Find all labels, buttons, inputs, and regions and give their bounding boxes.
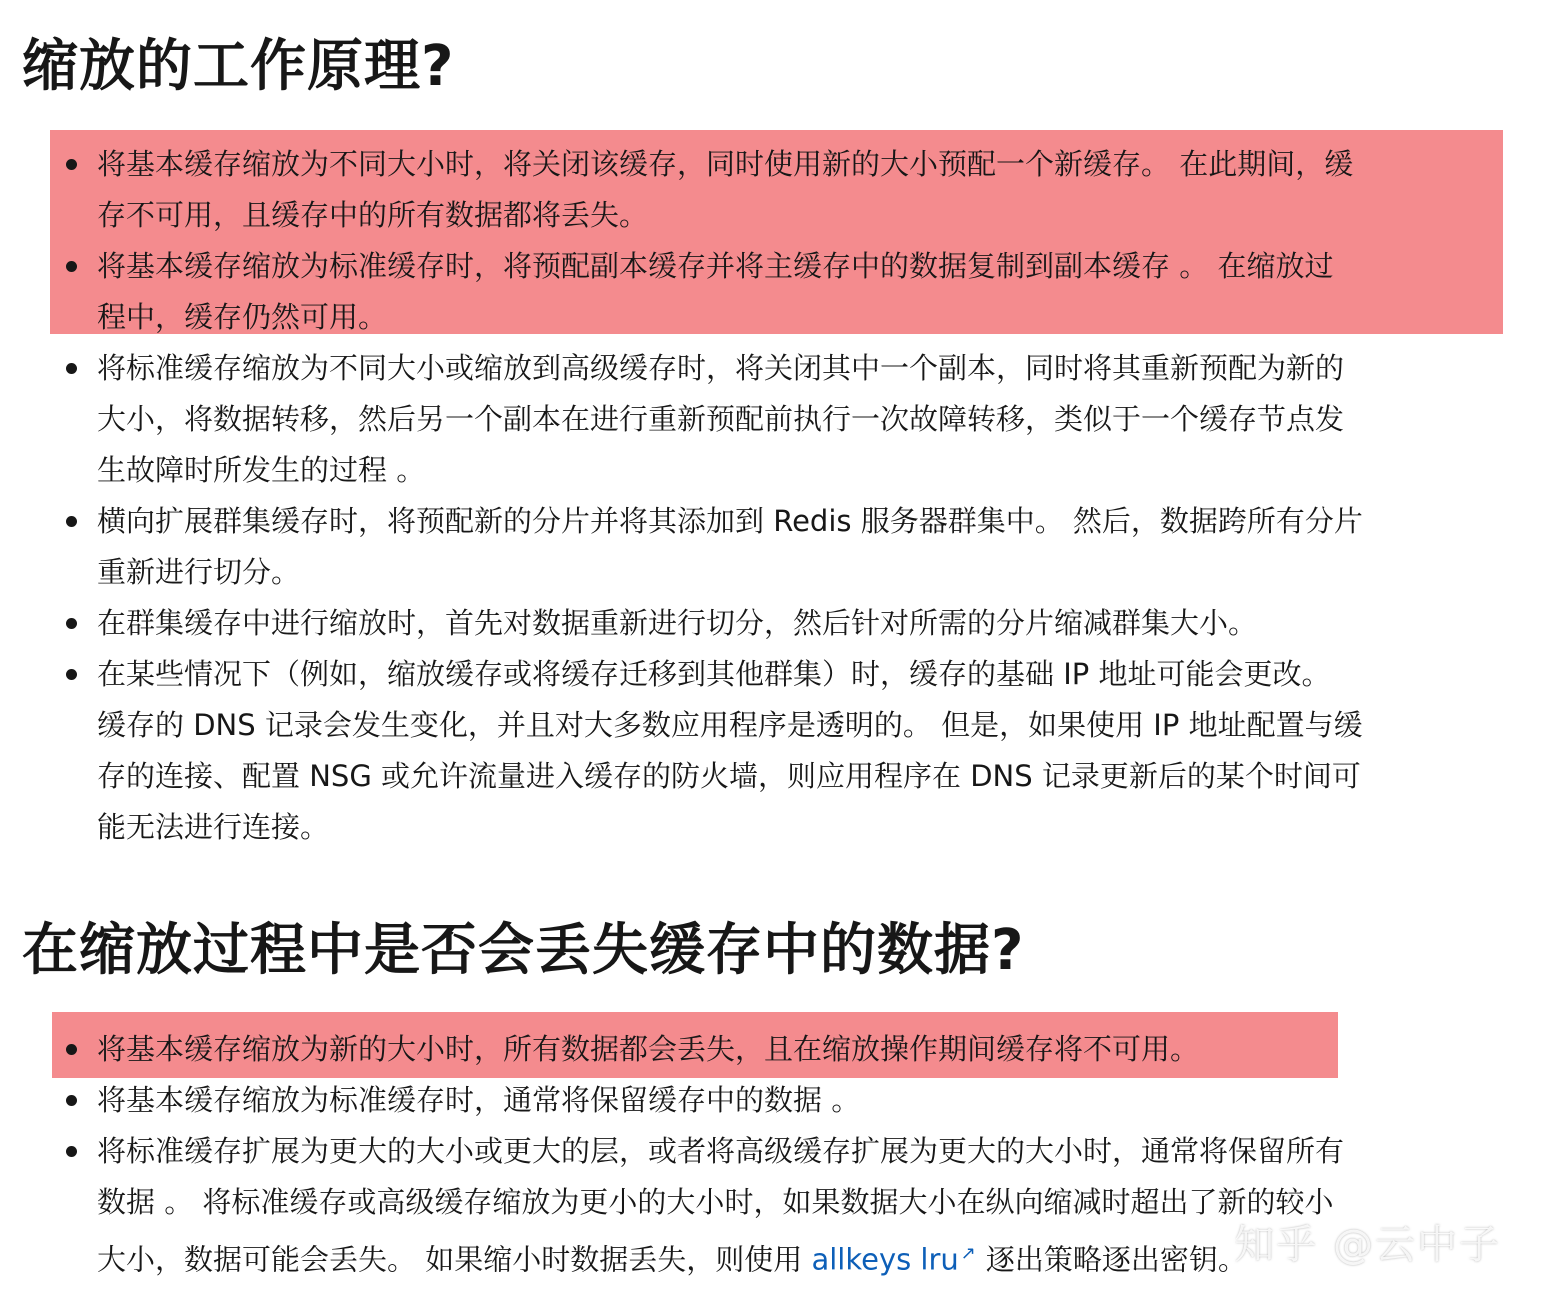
bullet-icon bbox=[66, 618, 77, 629]
list-item-text: 在群集缓存中进行缩放时，首先对数据重新进行切分，然后针对所需的分片缩减群集大小。 bbox=[97, 606, 1258, 640]
bullet-icon bbox=[66, 363, 77, 374]
bullet-icon bbox=[66, 159, 77, 170]
list-item-text: 横向扩展群集缓存时，将预配新的分片并将其添加到 Redis 服务器群集中。 然后，数据跨所有分片 重新进行切分。 bbox=[97, 504, 1363, 589]
bullet-icon bbox=[66, 1146, 77, 1157]
bullet-icon bbox=[66, 516, 77, 527]
list-item-text-after-link: 逐出策略逐出密钥。 bbox=[985, 1242, 1247, 1277]
list-item-text: 将基本缓存缩放为不同大小时，将关闭该缓存，同时使用新的大小预配一个新缓存。 在此期间，缓 存不可用，且缓存中的所有数据都将丢失。 bbox=[97, 147, 1354, 232]
list-item-text: 在某些情况下（例如，缩放缓存或将缓存迁移到其他群集）时，缓存的基础 IP 地址可能会更改。 缓存的 DNS 记录会发生变化，并且对大多数应用程序是透明的。 但是，如果使用 IP 地址配置与缓 存的连接、配置 NSG 或允许流量进入缓存的防火墙，则应用程序在 DNS 记录更新后的某个时间可 能无法进行连接。 bbox=[97, 657, 1363, 844]
scaling-bullet-list bbox=[0, 139, 1541, 853]
bullet-icon bbox=[66, 261, 77, 272]
bullet-icon bbox=[66, 669, 77, 680]
list-item bbox=[0, 598, 1541, 649]
list-item bbox=[0, 343, 1541, 496]
list-item-text-before-link: 将标准缓存扩展为更大的大小或更大的层，或者将高级缓存扩展为更大的大小时，通常将保留所有 数据 。 将标准缓存或高级缓存缩放为更小的大小时，如果数据大小在纵向缩减时超出了新的较小 大小，数据可能会丢失。 如果缩小时数据丢失，则使用 bbox=[97, 1134, 1345, 1277]
bullet-icon bbox=[66, 1044, 77, 1055]
section-title-scaling: 缩放的工作原理? bbox=[22, 34, 455, 99]
list-item-text: 将基本缓存缩放为标准缓存时，通常将保留缓存中的数据 。 bbox=[97, 1083, 861, 1117]
list-item-text: 将基本缓存缩放为新的大小时，所有数据都会丢失，且在缩放操作期间缓存将不可用。 bbox=[97, 1032, 1200, 1066]
list-item bbox=[0, 241, 1541, 343]
list-item-text: 将基本缓存缩放为标准缓存时，将预配副本缓存并将主缓存中的数据复制到副本缓存 。 在缩放过 程中，缓存仍然可用。 bbox=[97, 249, 1334, 334]
list-item bbox=[0, 1024, 1541, 1075]
external-link-icon: ↗ bbox=[960, 1243, 976, 1264]
watermark: 知乎 @云中子 bbox=[1234, 1222, 1501, 1268]
section-title-data-loss: 在缩放过程中是否会丢失缓存中的数据? bbox=[22, 918, 1025, 983]
list-item bbox=[0, 1075, 1541, 1126]
list-item-text: 将标准缓存缩放为不同大小或缩放到高级缓存时，将关闭其中一个副本，同时将其重新预配为新的 大小，将数据转移，然后另一个副本在进行重新预配前执行一次故障转移，类似于一个缓存节点发 生故障时所发生的过程 。 bbox=[97, 351, 1345, 487]
bullet-icon bbox=[66, 1095, 77, 1106]
list-item bbox=[0, 496, 1541, 598]
list-item bbox=[0, 139, 1541, 241]
allkeys-lru-link[interactable]: allkeys lru bbox=[811, 1242, 959, 1277]
list-item bbox=[0, 649, 1541, 853]
